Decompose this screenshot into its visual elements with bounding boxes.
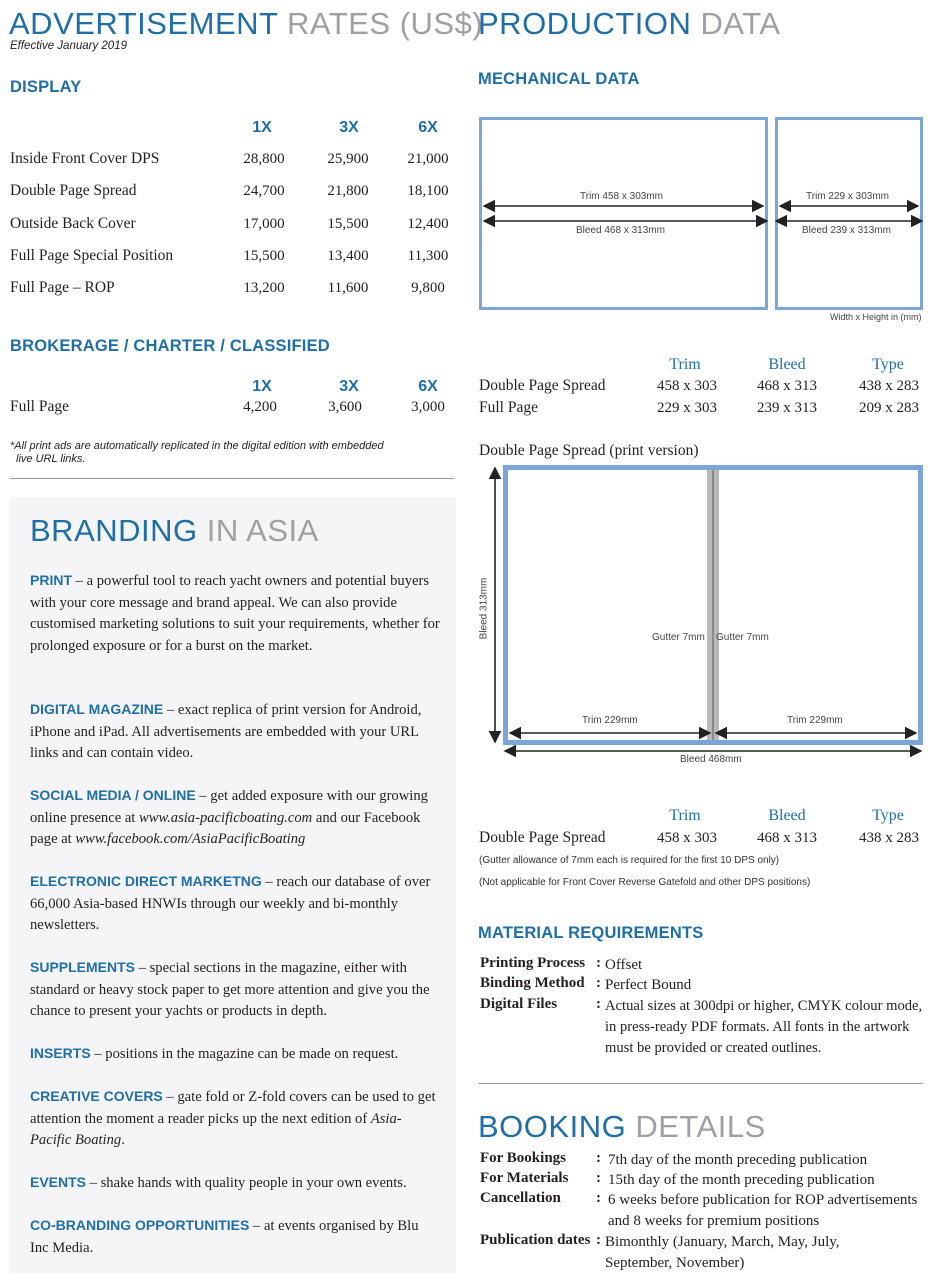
booking-title-main: BOOKING — [478, 1109, 627, 1144]
branding-item-inserts — [30, 1043, 440, 1066]
brokerage-row-label: Full Page — [10, 398, 69, 415]
brokerage-cell: 3,600 — [328, 399, 362, 415]
branding-item-text: – at events organised by Blu Inc Media. — [30, 1218, 419, 1256]
display-cell: 28,800 — [243, 151, 285, 167]
branding-item-text: – get added exposure with our growing online presence at — [30, 788, 428, 826]
display-col-1x: 1X — [252, 119, 272, 136]
brokerage-col-1x: 1X — [252, 378, 272, 395]
branding-item-lead: SUPPLEMENTS — [30, 959, 136, 975]
display-cell: 15,500 — [243, 248, 285, 264]
booking-value: Bimonthly (January, March, May, July, September, November) — [605, 1234, 840, 1271]
print-cell: 468 x 313 — [757, 830, 817, 846]
rates-title-sub: RATES (US$) — [287, 6, 484, 41]
branding-item-lead: EVENTS — [30, 1174, 87, 1190]
display-cell: 24,700 — [243, 183, 285, 199]
gutter-left-label: Gutter 7mm — [652, 632, 705, 643]
branding-item-social — [30, 785, 440, 851]
brokerage-col-3x: 3X — [339, 378, 359, 395]
production-title-main: PRODUCTION — [478, 6, 692, 41]
material-value: Perfect Bound — [605, 977, 692, 993]
print-cell: 458 x 303 — [657, 830, 717, 846]
col-type: Type — [872, 807, 904, 824]
print-cell: 438 x 283 — [859, 830, 919, 846]
material-label: Binding Method — [480, 975, 585, 991]
branding-item-lead: SOCIAL MEDIA / ONLINE — [30, 787, 196, 803]
branding-item-text: – reach our database of over 66,000 Asia-based HNWIs through our weekly and bi-monthly newsletters. — [30, 874, 431, 933]
branding-item-text: – special sections in the magazine, either with standard or heavy stock paper to get more attention and give you the chance to present your yachts or products in depth. — [30, 960, 430, 1019]
branding-title-main: BRANDING — [30, 513, 198, 548]
branding-item-cobranding — [30, 1215, 440, 1259]
booking-value: 7th day of the month preceding publication — [608, 1152, 868, 1168]
digital-note-line-1: *All print ads are automatically replicated in the digital edition with embedded — [10, 440, 384, 452]
booking-label: Publication dates — [480, 1232, 591, 1248]
booking-label: Cancellation — [480, 1190, 561, 1206]
branding-item-lead: PRINT — [30, 572, 72, 588]
col-trim: Trim — [669, 807, 701, 824]
branding-item-covers — [30, 1086, 440, 1152]
mechanical-heading: MECHANICAL DATA — [478, 70, 640, 88]
branding-item-text: and our Facebook page at — [30, 809, 421, 847]
display-row-label: Inside Front Cover DPS — [10, 150, 160, 167]
dps-bleed-label: Bleed 468 x 313mm — [576, 225, 665, 236]
gutter-note: (Gutter allowance of 7mm each is required for the first 10 DPS only) — [479, 855, 780, 866]
display-cell: 21,000 — [407, 151, 449, 167]
branding-item-lead: CREATIVE COVERS — [30, 1088, 163, 1104]
brokerage-cell: 3,000 — [411, 399, 445, 415]
booking-label: For Bookings — [480, 1150, 566, 1166]
branding-item-lead: ELECTRONIC DIRECT MARKETNG — [30, 873, 262, 889]
mech-cell: 438 x 283 — [859, 378, 919, 394]
branding-item-edm — [30, 871, 440, 937]
material-label: Digital Files — [480, 996, 558, 1012]
effective-date: Effective January 2019 — [10, 40, 127, 52]
size-caption: Width x Height in (mm) — [830, 312, 922, 322]
branding-item-events — [30, 1172, 450, 1195]
branding-item-text: . — [121, 1132, 125, 1148]
colon: : — [596, 1150, 601, 1166]
branding-item-text: – gate fold or Z-fold covers can be used to get attention the moment a reader picks up the next edition of — [30, 1089, 436, 1127]
display-cell: 18,100 — [407, 183, 449, 199]
branding-item-text: – positions in the magazine can be made on request. — [90, 1046, 399, 1062]
mech-cell: 468 x 313 — [757, 378, 817, 394]
material-value: Actual sizes at 300dpi or higher, CMYK colour mode, in press-ready PDF formats. All fonts in the artwork must be provided or created outlines. — [605, 998, 923, 1056]
material-heading: MATERIAL REQUIREMENTS — [478, 924, 704, 942]
material-label: Printing Process — [480, 955, 586, 971]
trim-left-label: Trim 229mm — [582, 715, 638, 726]
dps-trim-label: Trim 458 x 303mm — [580, 191, 663, 202]
branding-item-supplements — [30, 957, 440, 1023]
display-col-6x: 6X — [418, 119, 438, 136]
fp-bleed-label: Bleed 239 x 313mm — [802, 225, 891, 236]
display-cell: 17,000 — [243, 216, 285, 232]
brokerage-cell: 4,200 — [243, 399, 277, 415]
display-col-3x: 3X — [339, 119, 359, 136]
branding-item-text: – exact replica of print version for Android, iPhone and iPad. All advertisements are embedded with your URL links and can contain video. — [30, 702, 422, 761]
booking-title — [478, 1111, 766, 1142]
branding-item-lead: DIGITAL MAGAZINE — [30, 701, 164, 717]
display-cell: 21,800 — [327, 183, 369, 199]
booking-value: 15th day of the month preceding publication — [608, 1172, 875, 1188]
display-cell: 13,200 — [243, 280, 285, 296]
mech-row-label: Full Page — [479, 399, 538, 416]
display-row-label: Double Page Spread — [10, 182, 137, 199]
colon: : — [596, 955, 601, 971]
colon: : — [596, 1190, 601, 1206]
colon: : — [596, 1232, 601, 1248]
fp-trim-label: Trim 229 x 303mm — [806, 191, 889, 202]
website-link[interactable]: www.asia-pacificboating.com — [139, 809, 313, 826]
digital-note-line-2: live URL links. — [16, 453, 86, 465]
mech-cell: 209 x 283 — [859, 400, 919, 416]
display-cell: 11,300 — [407, 248, 449, 264]
material-value: Offset — [605, 957, 643, 973]
mech-row-label: Double Page Spread — [479, 377, 606, 394]
booking-label: For Materials — [480, 1170, 569, 1186]
brokerage-col-6x: 6X — [418, 378, 438, 395]
print-row-label: Double Page Spread — [479, 829, 606, 846]
mech-cell: 458 x 303 — [657, 378, 717, 394]
display-heading: DISPLAY — [10, 78, 82, 96]
divider — [479, 1083, 923, 1084]
display-row-label: Full Page Special Position — [10, 247, 174, 264]
branding-item-text: – a powerful tool to reach yacht owners and potential buyers with your core message and brand appeal. We can also provide customised marketing solutions to suit your requirements, whether for prolonged exposure or for a burst on the market. — [30, 573, 440, 654]
brokerage-heading: BROKERAGE / CHARTER / CLASSIFIED — [10, 337, 330, 355]
col-type: Type — [872, 356, 904, 373]
facebook-link[interactable]: www.facebook.com/AsiaPacificBoating — [75, 831, 306, 847]
booking-title-sub: DETAILS — [635, 1109, 766, 1144]
gatefold-note: (Not applicable for Front Cover Reverse Gatefold and other DPS positions) — [479, 877, 811, 888]
colon: : — [596, 1170, 601, 1186]
branding-item-lead: CO-BRANDING OPPORTUNITIES — [30, 1217, 250, 1233]
colon: : — [596, 996, 601, 1012]
branding-title-sub: IN ASIA — [206, 513, 319, 548]
dps-print-heading: Double Page Spread (print version) — [479, 442, 699, 459]
gutter-right-label: Gutter 7mm — [716, 632, 769, 643]
branding-item-lead: INSERTS — [30, 1045, 91, 1061]
trim-right-label: Trim 229mm — [787, 715, 843, 726]
colon: : — [596, 975, 601, 991]
col-bleed: Bleed — [768, 807, 806, 824]
mech-cell: 239 x 313 — [757, 400, 817, 416]
display-cell: 25,900 — [327, 151, 369, 167]
bleed-vertical-label: Bleed 313mm — [478, 577, 490, 640]
rates-title-main: ADVERTISEMENT — [9, 6, 278, 41]
display-cell: 13,400 — [327, 248, 369, 264]
col-bleed: Bleed — [768, 356, 806, 373]
bleed-horizontal-label: Bleed 468mm — [680, 754, 742, 765]
display-cell: 15,500 — [327, 216, 369, 232]
col-trim: Trim — [669, 356, 701, 373]
display-cell: 11,600 — [327, 280, 369, 296]
magazine-name: Asia-Pacific Boating — [30, 1110, 402, 1148]
production-title-sub: DATA — [700, 6, 781, 41]
display-cell: 12,400 — [407, 216, 449, 232]
display-cell: 9,800 — [411, 280, 445, 296]
booking-value: 6 weeks before publication for ROP advertisements and 8 weeks for premium positions — [608, 1192, 918, 1229]
display-row-label: Outside Back Cover — [10, 215, 136, 232]
display-row-label: Full Page – ROP — [10, 279, 115, 296]
branding-item-text: – shake hands with quality people in your own events. — [86, 1175, 407, 1191]
mech-cell: 229 x 303 — [657, 400, 717, 416]
